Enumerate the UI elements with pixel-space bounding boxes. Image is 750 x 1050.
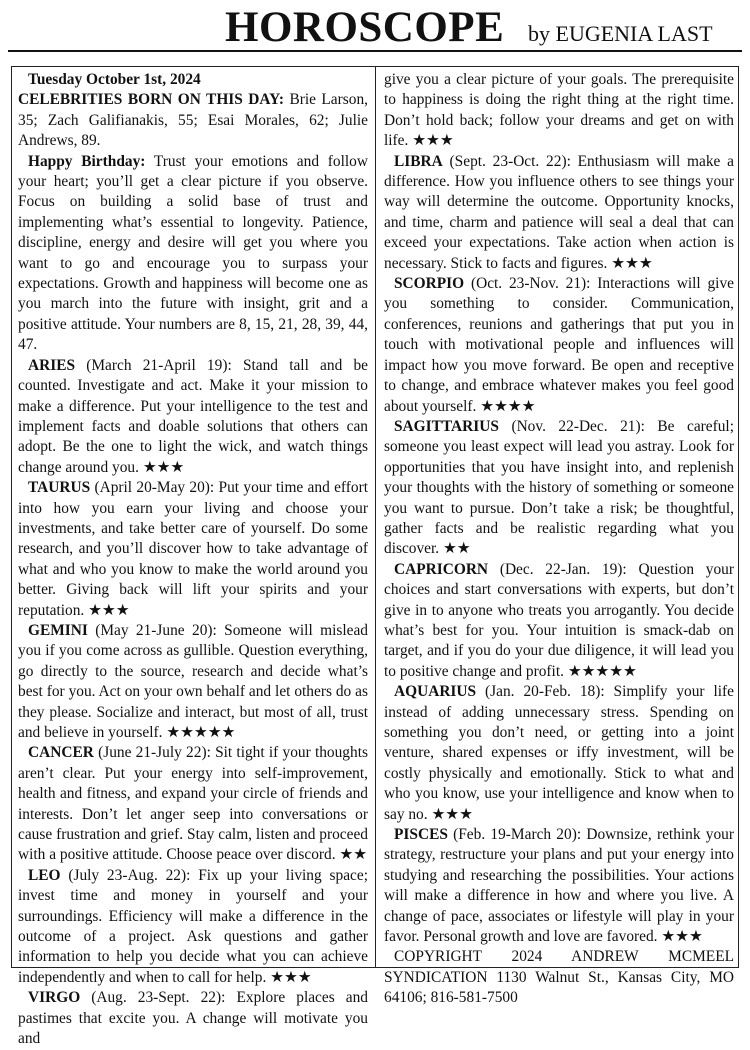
masthead-rule — [8, 50, 742, 52]
sign-dates: (Dec. 22-Jan. 19): — [499, 560, 627, 578]
sign-dates: (April 20-May 20): — [94, 479, 215, 497]
star-rating: ★★ — [443, 540, 471, 558]
sign-aries — [18, 356, 368, 478]
star-rating: ★★ — [339, 846, 368, 864]
sign-name: LEO — [28, 866, 61, 884]
sign-dates: (Sept. 23-Oct. 22): — [449, 152, 571, 170]
star-rating: ★★★ — [88, 601, 130, 619]
star-rating: ★★★ — [142, 458, 185, 476]
birthday-paragraph — [18, 152, 368, 356]
sign-name: AQUARIUS — [394, 683, 477, 701]
sign-dates: (June 21-July 22): — [98, 744, 211, 762]
sign-leo — [18, 866, 368, 988]
star-rating: ★★★★★ — [166, 724, 236, 741]
sign-text: Be careful; someone you least expect will lead you astray. Look for opportunities that you have insight into, and replenish your thoughts with the history of something or someone you want to pursue. Don’t take a risk; be thoughtful, gather facts and be realistic regarding what you discover. — [384, 417, 734, 558]
sign-text: Sit tight if your thoughts aren’t clear. Put your energy into self-improvement, health and fitness, and expand your circle of friends and interests. Don’t let anger seep into conversations or cause frustration and grief. Stay calm, listen and proceed with a positive attitude. Choose peace over discord. — [18, 744, 368, 864]
star-rating: ★★★ — [661, 928, 703, 946]
birthday-label: Happy Birthday: — [28, 152, 146, 170]
sign-sagittarius — [384, 417, 734, 560]
sign-text: Downsize, rethink your strategy, restructure your plans and put your energy into studying and researching the possibilities. Your actions will make a difference in how and where you live. A change of pace, associates or lifestyle will play in your favor. Personal growth and love are favored. — [384, 826, 734, 946]
sign-dates: (Oct. 23-Nov. 21): — [470, 275, 591, 293]
sign-text: Question your choices and start conversations with experts, but don’t give in to anyone who treats you arrogantly. You decide what’s best for you. Your intuition is smack-dab on target, and if you do your due diligence, it will lead you to positive change and profit. — [384, 560, 734, 680]
sign-cancer — [18, 743, 368, 865]
sign-dates: (Nov. 22-Dec. 21): — [511, 417, 645, 435]
sign-capricorn — [384, 560, 734, 682]
sign-text: Stand tall and be counted. Investigate and act. Make it your mission to make a difference. Put your intelligence to the test and implement facts and doable solutions that others can adopt. Be the one to light the wick, and watch things change around you. — [18, 356, 368, 476]
sign-name: SAGITTARIUS — [394, 417, 499, 435]
sign-dates: (May 21-June 20): — [95, 621, 217, 639]
sign-aquarius — [384, 682, 734, 825]
sign-text: Explore places and pastimes that excite you. A change will motivate you and — [18, 989, 368, 1048]
sign-name: TAURUS — [28, 479, 91, 497]
sign-gemini — [18, 621, 368, 743]
sign-name: ARIES — [28, 356, 76, 374]
byline: by EUGENIA LAST — [528, 21, 713, 46]
sign-dates: (Feb. 19-March 20): — [453, 826, 582, 844]
sign-dates: (March 21-April 19): — [86, 356, 232, 374]
sign-dates: (Aug. 23-Sept. 22): — [91, 989, 226, 1007]
sign-text: Someone will mislead you if you come across as gullible. Question everything, go directly to the source, research and decide what’s best for you. Act on your own behalf and let others do as they please. Socialize and interact, but most of all, trust and believe in yourself. — [18, 621, 368, 741]
sign-scorpio — [384, 274, 734, 417]
sign-name: CAPRICORN — [394, 560, 489, 578]
sign-name: SCORPIO — [394, 275, 465, 293]
celebrities-label: CELEBRITIES BORN ON THIS DAY: — [18, 91, 284, 109]
sign-text: give you a clear picture of your goals. The prerequisite to happiness is doing the right thing at the right time. Don’t hold back; follow your dreams and get on with life. — [384, 71, 734, 150]
celebrities-paragraph — [18, 90, 368, 151]
sign-text: Fix up your living space; invest time and money in yourself and your surroundings. Efficiency will make a difference in the outcome of a project. Ask questions and gather information to help you decide what you can achieve independently and when to call for help. — [18, 866, 368, 986]
star-rating: ★★★ — [611, 254, 653, 272]
sign-taurus — [18, 478, 368, 621]
column-title: HOROSCOPE — [225, 4, 505, 51]
star-rating: ★★★ — [412, 132, 454, 150]
sign-name: LIBRA — [394, 152, 443, 170]
sign-virgo — [18, 988, 368, 1049]
sign-dates: (Jan. 20-Feb. 18): — [485, 683, 605, 701]
sign-virgo-continued — [384, 70, 734, 152]
column-divider — [375, 66, 376, 968]
sign-name: GEMINI — [28, 621, 88, 639]
sign-text: Simplify your life instead of adding unnecessary stress. Spending on something you don’t need, or getting into a joint venture, shared expenses or iffy investment, will be costly physically and emotionally. Stick to what and who you know, use your intelligence and know when to say no. — [384, 683, 734, 823]
star-rating: ★★★ — [431, 805, 473, 823]
birthday-text: Trust your emotions and follow your heart; you’ll get a clear picture if you observe. Focus on building a solid base of trust and implementing what’s essential to longevity. Patience, discipline, energy and desire will get you where you want to go and encourage you to surpass your expectations. Growth and happiness will become one as you march into the future with insight, grit and a positive attitude. Your numbers are 8, 15, 21, 28, 39, 44, 47. — [18, 152, 368, 354]
sign-text: Enthusiasm will make a difference. How you influence others to see things your way will determine the outcome. Opportunity knocks, and time, charm and patience will seal a deal that can exceed your expectations. Take action when action is necessary. Stick to facts and figures. — [384, 152, 734, 272]
sign-libra — [384, 152, 734, 274]
star-rating: ★★★ — [270, 968, 312, 986]
sign-name: VIRGO — [28, 989, 81, 1007]
sign-text: Put your time and effort into how you earn your living and choose your investments, and take better care of yourself. Do some research, and you’ll discover how to take advantage of what and who you know to make the world around you better. Giving back will lift your spirits and your reputation. — [18, 479, 368, 619]
sign-name: PISCES — [394, 826, 448, 844]
celebrities-text: Brie Larson, 35; Zach Galifianakis, 55; Esai Morales, 62; Julie Andrews, 89. — [18, 91, 368, 150]
copyright-notice: COPYRIGHT 2024 ANDREW MCMEEL SYNDICATION 1130 Walnut St., Kansas City, MO 64106; 816-581-7500 — [384, 948, 734, 1007]
star-rating: ★★★★★ — [567, 662, 637, 680]
sign-text: Interactions will give you something to consider. Communication, conferences, reunions and gatherings that put you in touch with motivational people and influences will impact how you move forward. Be open and receptive to change, and embrace whatever makes you feel good about yourself. — [384, 275, 734, 415]
sign-pisces — [384, 825, 734, 947]
left-column — [18, 70, 368, 1050]
sign-name: CANCER — [28, 744, 94, 762]
right-column — [384, 70, 734, 1009]
sign-dates: (July 23-Aug. 22): — [68, 866, 191, 884]
masthead — [0, 0, 750, 56]
issue-date: Tuesday October 1st, 2024 — [28, 71, 201, 88]
star-rating: ★★★★ — [480, 397, 536, 415]
